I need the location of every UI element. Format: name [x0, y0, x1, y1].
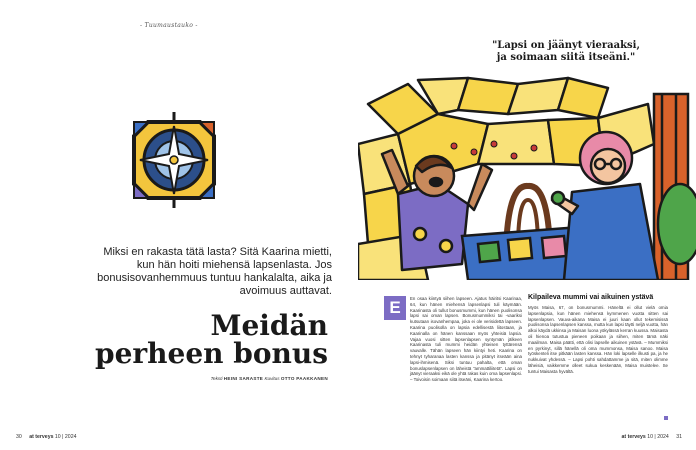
section-kicker: - Tuumaustauko -	[140, 22, 198, 29]
pull-quote	[460, 40, 672, 63]
credit-text-label: Teksti	[210, 376, 223, 381]
pull-quote-line-2: ja soimaan siitä itseäni."	[496, 51, 636, 63]
credits	[92, 376, 328, 381]
lede-paragraph: Miksi en rakasta tätä lasta? Sitä Kaarina mietti, kun hän hoiti miehensä lapsenlasta. Jos bonusisovanhemmuus tuntuu hankalalta, aika ja avoimuus auttavat.	[97, 246, 332, 297]
column-2-text: Myös Maisa, 67, on bonusmummi. Häneltä ei ollut vielä omia lapsenlapsia, kun hänen miehensä kymmenen vuotta sitten sai lapsenlapsen. Vauva-aikana Maisa ei juuri kaan ollut tekemisissä puolisonsa lapsenlapsen kanssa, mutta kun lapsi täytti neljä vuotta, hän alkoi käydä ukkinsa ja Maisan luona yökylässä kerran kuussa. Maisasta oli hienoa tutustua pieneen poikaan ja siihen, miten tämä näki maailman. Maisa päätti, että olisi lapselle aikuinen ystävä. – Mummiksi en pyrkinyt, sillä hänellä oli oma mummonsa, Maisa sanoo. Maisa työskenteli itse pitkään lasten kanssa. Hän loki lapselle ilkusti pa, ja he nukkuivat yhdessä. – Lapsi pohti sahdattamme ja sitä, miten olimme läheisiä, vaikkemme olleet sukua keskenään, Maisa muistelee. Se tuntui Maisasta hyvältä.	[528, 305, 668, 374]
right-footer	[622, 434, 682, 440]
credit-text-name: HEINI SARASTE	[223, 376, 264, 381]
title-line-1: Meidän	[210, 309, 328, 342]
section-subheading: Kilpaileva mummi vai aikuinen ystävä	[528, 294, 654, 301]
stained-glass-star-emblem-icon	[128, 112, 220, 208]
credit-illustration-name: OTTO PAAKKANEN	[280, 376, 328, 381]
page-number: 30	[16, 434, 22, 440]
page-number: 31	[676, 434, 682, 440]
column-1-text: En osaa kiintyä siihen lapseen. Ajatus häiritsi Kaarinaa, 64, kun hänen miehensä lapsenlapsi tuli käymään. Kaarinasta oli tullut bonusmummi, kun hänen puolisonsa lapsi sai oman lapsen. Bonusmummiksi tai -vaariksi kutsutaan isovanhempaa, joka ei ole verisidettä lapseen. Kaarina puolisolla on lapsia edellisestä liitostaan, ja Kaarinalla on hänen kanssaan myös yhteisiä lapsia. Vajaa vuosi sitten lapsenlapsen syntymän jälkeen Kaarinasta tuli mummi heidän yhteisen tyttärensä vauvalle. Tähän lapseen hän kiintyi heti. Kaarina on tehnyt tyharanaa lasten kanssa ja pitänyt itseään aina lapsi-ihmisenä. Siksi tuntuu pahalta, että oman bonuslapsenlapsen on läheistä "ammattiliitetä". Lapsi on jäänyt vieraaksi eikä ole yhtä rakas kuin oma lapsenlapsi. – Toivoisin soimaan siitä itseäni, Kaarina kertoo.	[410, 296, 522, 383]
left-footer	[16, 434, 76, 440]
drop-cap: E	[384, 296, 406, 320]
article-title	[92, 309, 328, 370]
pull-quote-line-1: "Lapsi on jäänyt vieraaksi,	[492, 40, 640, 51]
issue-number: 10 | 2024	[647, 434, 669, 440]
right-page	[348, 0, 696, 450]
credit-illustration-label: Kuvitus	[264, 376, 280, 381]
magazine-brand: at terveys	[621, 434, 646, 440]
article-end-mark	[664, 416, 668, 420]
article-column-2	[528, 305, 668, 375]
title-line-2: perheen bonus	[95, 337, 328, 370]
issue-number: 10 | 2024	[54, 434, 77, 440]
magazine-brand: at terveys	[29, 434, 54, 440]
stained-glass-grandmother-child-illustration	[358, 74, 696, 280]
article-column-1	[410, 296, 522, 383]
